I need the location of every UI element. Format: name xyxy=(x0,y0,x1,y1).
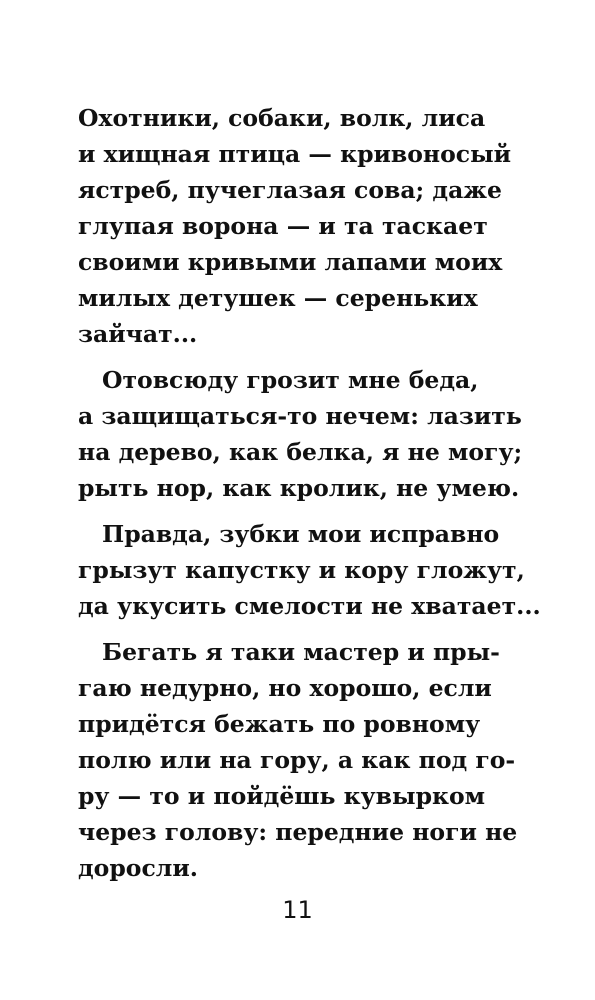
text-line: милых детушек — сереньких xyxy=(78,284,478,312)
text-line: ястреб, пучеглазая сова; даже xyxy=(78,176,502,204)
text-line: своими кривыми лапами моих xyxy=(78,248,503,276)
paragraph xyxy=(78,362,523,506)
paragraph xyxy=(78,516,541,624)
text-line: доросли. xyxy=(78,854,198,882)
text-line: на дерево, как белка, я не могу; xyxy=(78,438,523,466)
paragraph xyxy=(78,100,512,352)
text-line: Бегать я таки мастер и пры- xyxy=(102,638,500,666)
text-line: да укусить смелости не хватает... xyxy=(78,592,541,620)
paragraph xyxy=(78,634,518,886)
text-line: и хищная птица — кривоносый xyxy=(78,140,512,168)
page-number: 11 xyxy=(282,896,313,924)
text-line: рыть нор, как кролик, не умею. xyxy=(78,474,520,502)
text-line: гаю недурно, но хорошо, если xyxy=(78,674,492,702)
text-line: ру — то и пойдёшь кувырком xyxy=(78,782,486,810)
text-line: грызут капустку и кору гложут, xyxy=(78,556,525,584)
text-line: полю или на гору, а как под го- xyxy=(78,746,516,774)
text-line: Отовсюду грозит мне беда, xyxy=(102,366,479,394)
body-text xyxy=(78,100,541,896)
text-line: Правда, зубки мои исправно xyxy=(102,520,500,548)
text-line: глупая ворона — и та таскает xyxy=(78,212,488,240)
text-line: Охотники, собаки, волк, лиса xyxy=(78,104,486,132)
text-line: через голову: передние ноги не xyxy=(78,818,518,846)
text-line: а защищаться-то нечем: лазить xyxy=(78,402,522,430)
text-line: придётся бежать по ровному xyxy=(78,710,481,738)
text-line: зайчат... xyxy=(78,320,198,348)
